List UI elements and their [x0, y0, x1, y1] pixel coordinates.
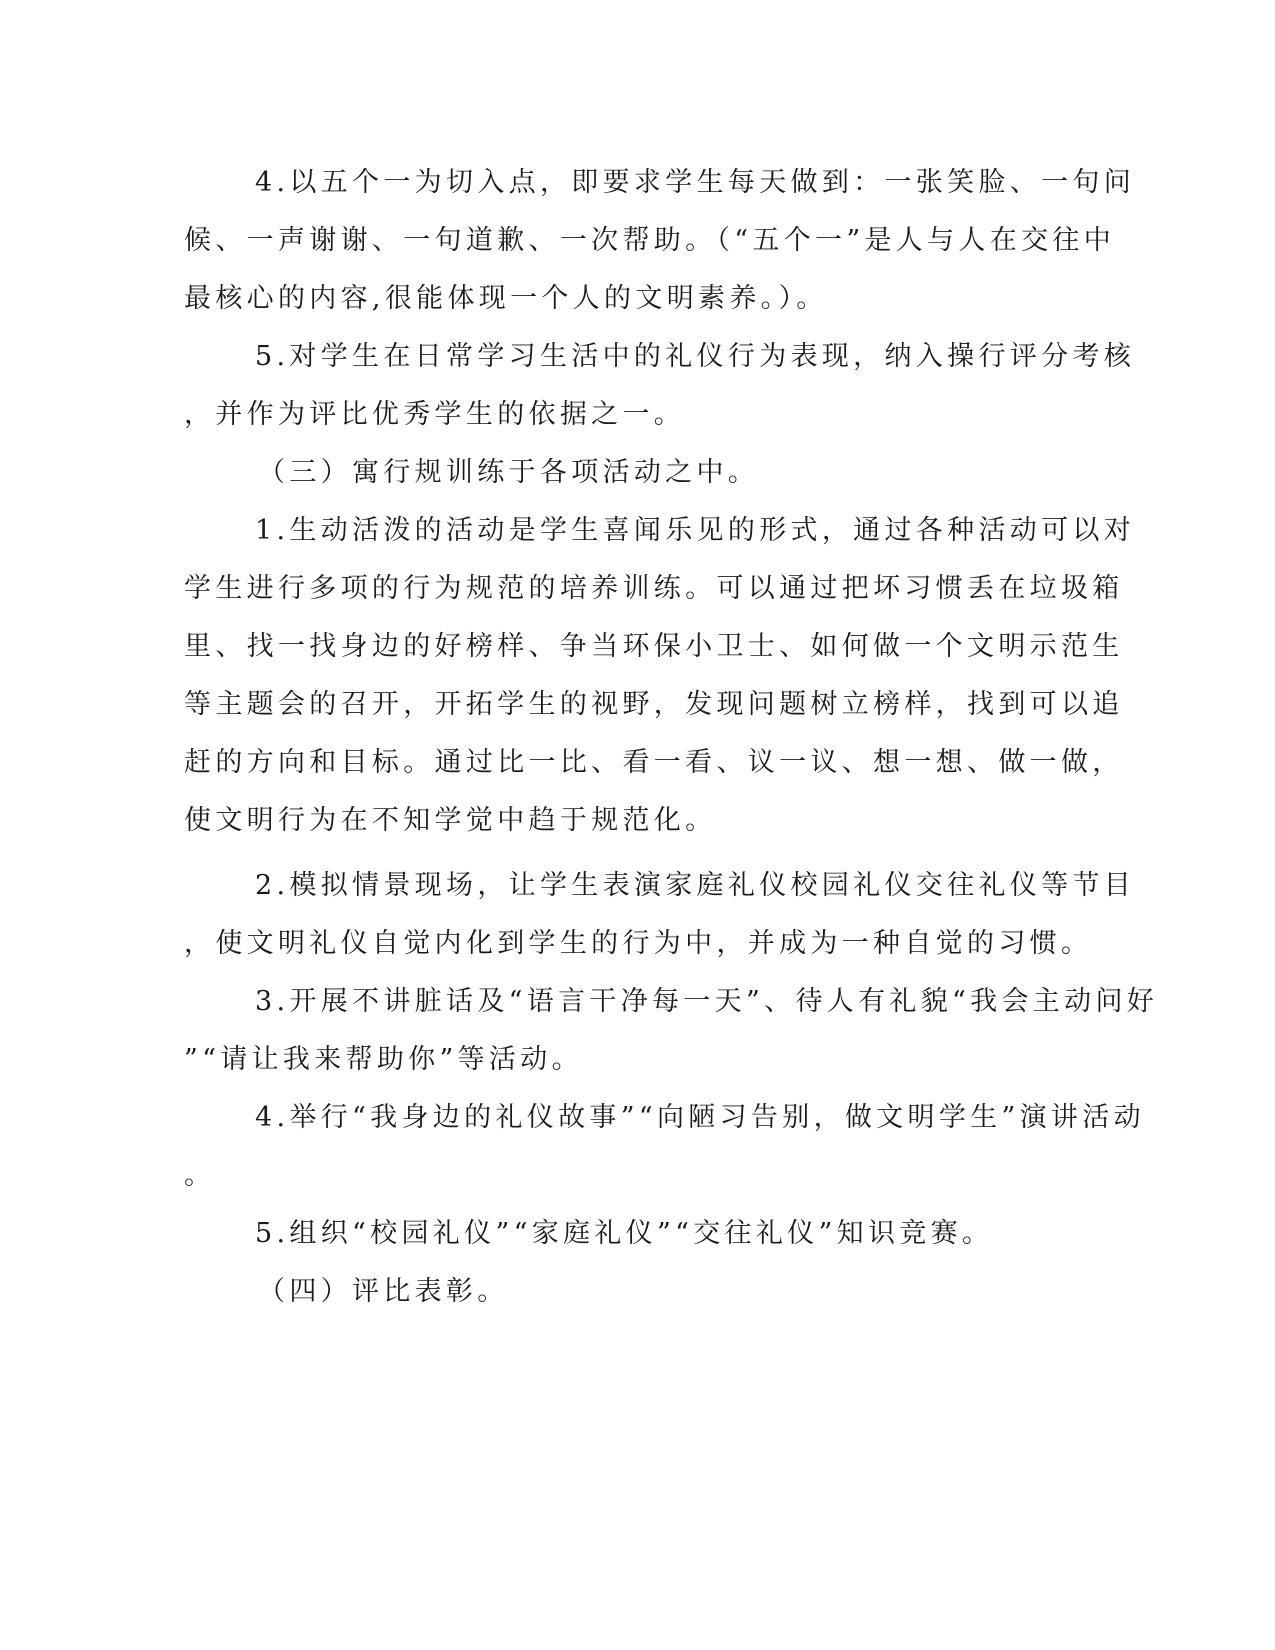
paragraph-line: ，使文明礼仪自觉内化到学生的行为中，并成为一种自觉的习惯。 — [184, 928, 1093, 959]
paragraph-line: 最核心的内容,很能体现一个人的文明素养。）。 — [184, 283, 828, 314]
paragraph-line: 候、一声谢谢、一句道歉、一次帮助。（“五个一”是人与人在交往中 — [184, 225, 1116, 256]
paragraph-line: 赶的方向和目标。通过比一比、看一看、议一议、想一想、做一做， — [184, 747, 1124, 778]
paragraph-line: ，并作为评比优秀学生的依据之一。 — [184, 399, 686, 430]
paragraph-line: 4.举行“我身边的礼仪故事”“向陋习告别，做文明学生”演讲活动 — [255, 1102, 1145, 1133]
paragraph-line: 1.生动活泼的活动是学生喜闻乐见的形式，通过各种活动可以对 — [255, 515, 1136, 546]
paragraph-line: 里、找一找身边的好榜样、争当环保小卫士、如何做一个文明示范生 — [184, 631, 1124, 662]
paragraph-line: ”“请让我来帮助你”等活动。 — [184, 1044, 583, 1075]
paragraph-line: 3.开展不讲脏话及“语言干净每一天”、待人有礼貌“我会主动问好 — [255, 986, 1159, 1017]
paragraph-line: 5.对学生在日常学习生活中的礼仪行为表现，纳入操行评分考核 — [255, 341, 1136, 372]
section-heading: （四）评比表彰。 — [258, 1276, 509, 1307]
paragraph-line: 5.组织“校园礼仪”“家庭礼仪”“交往礼仪”知识竞赛。 — [255, 1218, 994, 1249]
paragraph-line: 4.以五个一为切入点，即要求学生每天做到：一张笑脸、一句问 — [255, 167, 1136, 198]
paragraph-line: 使文明行为在不知学觉中趋于规范化。 — [184, 805, 717, 836]
section-heading: （三）寓行规训练于各项活动之中。 — [258, 457, 760, 488]
paragraph-line: 。 — [184, 1160, 216, 1191]
paragraph-line: 等主题会的召开，开拓学生的视野，发现问题树立榜样，找到可以追 — [184, 689, 1124, 720]
paragraph-line: 学生进行多项的行为规范的培养训练。可以通过把坏习惯丢在垃圾箱 — [184, 573, 1124, 604]
paragraph-line: 2.模拟情景现场，让学生表演家庭礼仪校园礼仪交往礼仪等节目 — [255, 870, 1136, 901]
